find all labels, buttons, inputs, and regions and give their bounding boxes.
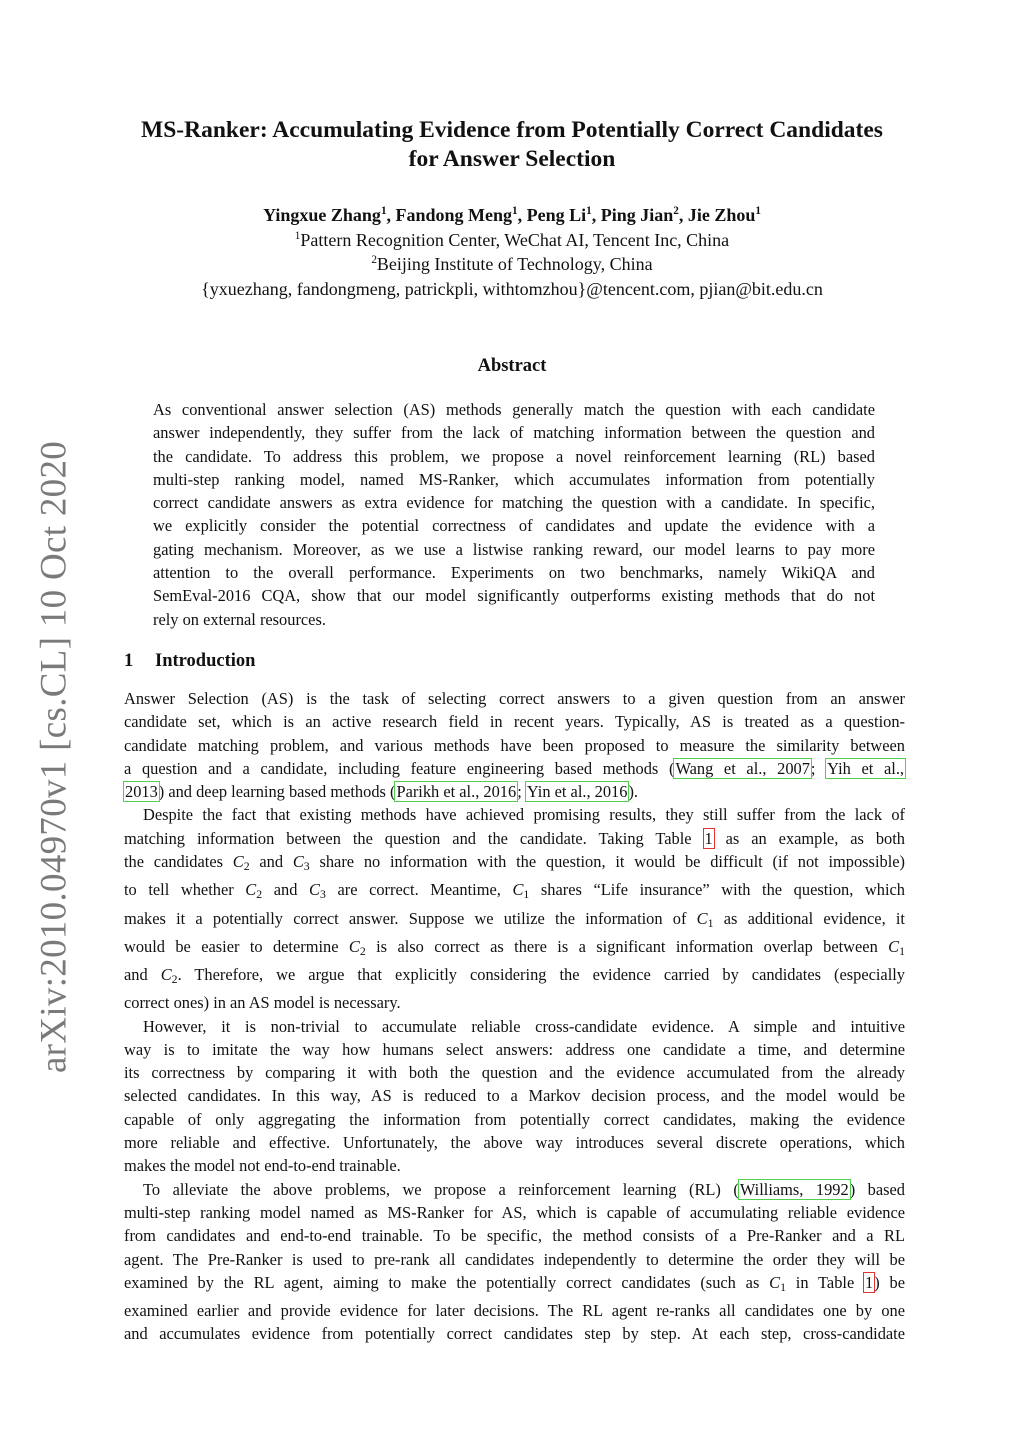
math-symbol: $C_3$ bbox=[292, 852, 310, 874]
title-line-2: for Answer Selection bbox=[408, 146, 616, 172]
abstract-line: correct candidate answers as extra evidence for matching the question with a candidate. In specific, bbox=[153, 493, 875, 513]
abstract-line: gating mechanism. Moreover, as we use a listwise ranking reward, our model learns to pay more bbox=[153, 539, 875, 559]
abstract-line: the candidate. To address this problem, we propose a novel reinforcement learning (RL) based bbox=[153, 446, 875, 466]
math-symbol: $C_1$ bbox=[888, 936, 905, 958]
abstract-line: we explicitly consider the potential correctness of candidates and update the evidence with a bbox=[153, 516, 875, 536]
text-line: candidate matching problem, and various methods have been proposed to measure the similarity between bbox=[124, 735, 905, 755]
text-line: agent. The Pre-Ranker is used to pre-rank all candidates independently to determine the order they will be bbox=[124, 1249, 905, 1269]
author-names: Yingxue Zhang$^1$, Fandong Meng$^1$, Peng Li$^1$, Ping Jian$^2$, Jie Zhou$^1$ bbox=[263, 205, 761, 225]
text-line: capable of only aggregating the information from potentially correct candidates, making the evidence bbox=[124, 1109, 905, 1129]
math-symbol: $C_1$ bbox=[512, 880, 530, 902]
text-line: way is to imitate the way how humans select answers: address one candidate a time, and determine bbox=[124, 1039, 905, 1059]
text-line: to tell whether $C_2$ and $C_3$ are correct. Meantime, $C_1$ shares “Life insurance” with the question, which bbox=[124, 880, 905, 902]
author-affiliation-mark: 1 bbox=[586, 205, 592, 217]
text-line: matching information between the question and the candidate. Taking Table 1 as an example, as both bbox=[124, 828, 905, 848]
arxiv-side-label: arXiv:2010.04970v1 [cs.CL] 10 Oct 2020 bbox=[33, 440, 75, 1074]
author-affiliation-mark: 1 bbox=[755, 205, 761, 217]
text-line: However, it is non-trivial to accumulate reliable cross-candidate evidence. A simple and intuitive bbox=[143, 1016, 905, 1036]
math-symbol: $C_2$ bbox=[232, 852, 250, 874]
introduction-body bbox=[124, 687, 905, 1346]
author-emails: {yxuezhang, fandongmeng, patrickpli, withtomzhou}@tencent.com, pjian@bit.edu.cn bbox=[201, 278, 823, 299]
text-line: and $C_2$. Therefore, we argue that explicitly considering the evidence carried by candidates (especially bbox=[124, 965, 906, 986]
affiliation-mark: 1 bbox=[294, 229, 301, 242]
citation-link[interactable]: Parikh et al., 2016 bbox=[396, 782, 517, 802]
citation-link[interactable]: Williams, 1992 bbox=[739, 1179, 849, 1199]
citation-link[interactable]: 2013 bbox=[125, 782, 158, 802]
affiliation-text: Beijing Institute of Technology, China bbox=[376, 254, 653, 274]
author-block bbox=[112, 203, 912, 301]
text-line: makes it a potentially correct answer. Suppose we utilize the information of $C_1$ as additional evidence, it bbox=[124, 908, 905, 930]
text-line: candidate set, which is an active research field in recent years. Typically, AS is treated as a question- bbox=[124, 712, 905, 732]
text-line: correct ones) in an AS model is necessary. bbox=[124, 993, 401, 1013]
citation-link[interactable]: Yin et al., 2016 bbox=[526, 782, 628, 802]
math-symbol: $C_3$ bbox=[309, 880, 326, 902]
math-symbol: $C_2$ bbox=[245, 880, 263, 902]
section-title: Introduction bbox=[155, 651, 256, 671]
citation-link[interactable]: Wang et al., 2007 bbox=[675, 758, 810, 778]
author-affiliation-mark: 1 bbox=[380, 205, 387, 217]
text-line: its correctness by comparing it with both the question and the evidence accumulated from the already bbox=[124, 1063, 905, 1083]
text-line: examined earlier and provide evidence for later decisions. The RL agent re-ranks all candidates one by one bbox=[124, 1301, 905, 1321]
abstract-line: multi-step ranking model, named MS-Ranker, which accumulates information from potentially bbox=[153, 469, 875, 489]
table-reference-link[interactable]: 1 bbox=[704, 828, 713, 848]
text-line: and accumulates evidence from potentially correct candidates step by step. At each step, cross-candidate bbox=[124, 1324, 905, 1344]
text-line: multi-step ranking model named as MS-Ranker for AS, which is capable of accumulating reliable evidence bbox=[124, 1202, 905, 1222]
paper-title bbox=[112, 116, 912, 174]
text-line: a question and a candidate, including feature engineering based methods (Wang et al., 2007; Yih et al., bbox=[124, 758, 905, 778]
text-line: more reliable and effective. Unfortunately, the above way introduces several discrete operations, which bbox=[124, 1133, 905, 1153]
title-line-1: MS-Ranker: Accumulating Evidence from Potentially Correct Candidates bbox=[141, 117, 883, 143]
text-line: selected candidates. In this way, AS is reduced to a Markov decision process, and the model would be bbox=[124, 1086, 905, 1106]
abstract-line: attention to the overall performance. Experiments on two benchmarks, namely WikiQA and bbox=[153, 563, 875, 583]
text-line: Answer Selection (AS) is the task of selecting correct answers to a given question from an answer bbox=[124, 689, 905, 708]
section-number: 1 bbox=[124, 651, 134, 671]
table-reference-link[interactable]: 1 bbox=[865, 1272, 874, 1292]
author-name: Ping Jian bbox=[600, 205, 674, 225]
affiliation-text: Pattern Recognition Center, WeChat AI, Tencent Inc, China bbox=[300, 229, 730, 250]
affiliation-1 bbox=[112, 228, 912, 253]
text-line: makes the model not end-to-end trainable. bbox=[124, 1156, 401, 1176]
author-name: Peng Li bbox=[526, 205, 587, 225]
author-affiliation-mark: 2 bbox=[673, 205, 679, 217]
text-line: examined by the RL agent, aiming to make the potentially correct candidates (such as $C_1$ in Table 1) be bbox=[124, 1272, 905, 1294]
text-line: the candidates $C_2$ and $C_3$ share no information with the question, it would be difficult (if not impossible) bbox=[124, 852, 905, 874]
abstract-heading: Abstract bbox=[477, 356, 547, 376]
abstract-line: rely on external resources. bbox=[153, 609, 326, 629]
math-symbol: $C_1$ bbox=[769, 1272, 786, 1294]
citation-link[interactable]: Yih et al., bbox=[827, 758, 905, 778]
text-line: To alleviate the above problems, we propose a reinforcement learning (RL) (Williams, 1992) based bbox=[143, 1179, 905, 1199]
author-name: Fandong Meng bbox=[395, 205, 513, 225]
abstract-line: As conventional answer selection (AS) methods generally match the question with each candidate bbox=[153, 400, 875, 419]
abstract-body bbox=[153, 398, 875, 631]
math-symbol: $C_2$ bbox=[348, 936, 366, 958]
math-symbol: $C_1$ bbox=[696, 908, 714, 930]
math-symbol: $C_2$ bbox=[160, 965, 178, 986]
affiliation-mark: 2 bbox=[371, 254, 377, 266]
section-heading bbox=[124, 651, 255, 672]
text-line: Despite the fact that existing methods have achieved promising results, they still suffer from the lack of bbox=[143, 805, 905, 825]
author-name: Yingxue Zhang bbox=[263, 205, 381, 225]
text-line: would be easier to determine $C_2$ is also correct as there is a significant information overlap between $C_1$ bbox=[124, 936, 905, 958]
abstract-line: answer independently, they suffer from the lack of matching information between the question and bbox=[153, 423, 875, 443]
abstract-line: SemEval-2016 CQA, show that our model significantly outperforms existing methods that do not bbox=[153, 586, 875, 606]
text-line: 2013) and deep learning based methods (Parikh et al., 2016; Yin et al., 2016). bbox=[125, 782, 639, 802]
text-line: from candidates and end-to-end trainable. To be specific, the method consists of a Pre-Ranker and a RL bbox=[124, 1226, 905, 1246]
author-affiliation-mark: 1 bbox=[512, 205, 518, 217]
author-name: Jie Zhou bbox=[687, 205, 756, 225]
affiliation-2 bbox=[112, 252, 912, 277]
